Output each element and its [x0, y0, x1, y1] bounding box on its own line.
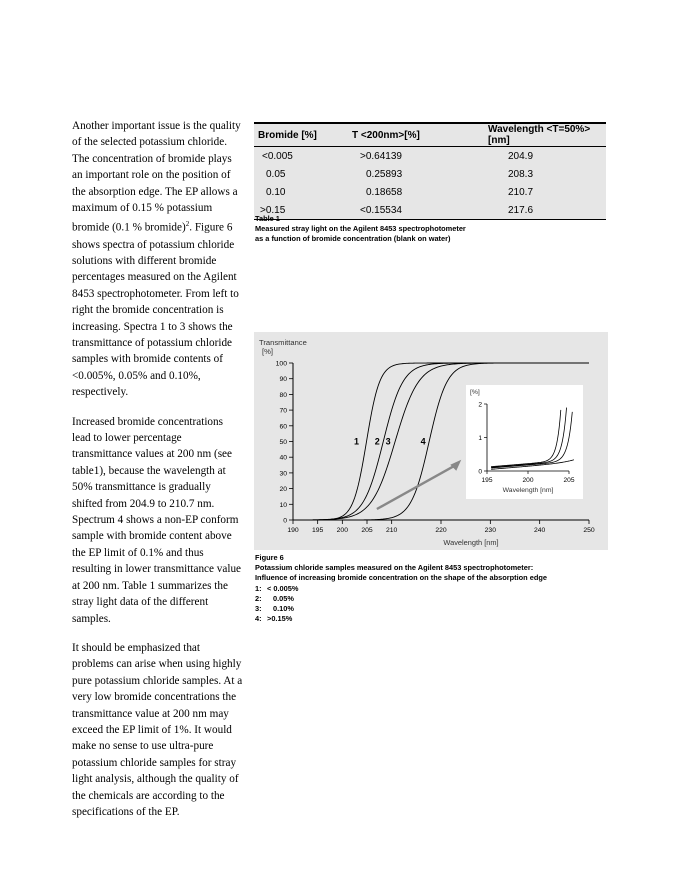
- inset-y-tick-label: 0: [478, 468, 482, 476]
- y-tick-label: 0: [283, 517, 287, 525]
- legend-item-4: 4: >0.15%: [255, 614, 293, 624]
- table-row: <0.005 >0.64139 204.9: [262, 150, 534, 162]
- y-tick-label: 20: [279, 486, 287, 494]
- inset-x-tick-label: 195: [481, 477, 493, 484]
- curve-label-1: 1: [353, 436, 360, 447]
- inset-x-tick-label: 205: [563, 477, 575, 484]
- body-text-column: [72, 118, 244, 833]
- table-row: >0.15 <0.15534 217.6: [260, 204, 534, 216]
- y-tick-label: 100: [275, 360, 287, 368]
- curve-label-3: 3: [385, 436, 391, 447]
- increase-arrow-shaft: [377, 465, 456, 509]
- y-tick-label: 90: [279, 376, 287, 384]
- table-row: 0.10 0.18658 210.7: [266, 186, 534, 198]
- table-1: [254, 122, 606, 220]
- y-tick-label: 50: [279, 439, 287, 446]
- inset-y-tick-label: 2: [478, 401, 482, 409]
- inset-y-tick-label: 1: [478, 435, 482, 442]
- y-tick-label: 60: [279, 423, 287, 431]
- curve-label-2: 2: [374, 436, 380, 447]
- inset-y-label: [%]: [470, 389, 480, 396]
- legend-item-2: 2: 0.05%: [255, 593, 294, 603]
- paragraph-3: It should be emphasized that problems can arise when using highly pure potassium chloride samples. At a very low bromide concentrations the transmittance value at 200 nm may exceed the EP limit of 1%. It would make no sense to use ultra-pure potassium chloride samples for stray light analysis, although the quality of the chemicals are according to the specifications of the EP.: [72, 641, 243, 818]
- col-header-transmittance: T <200nm>[%]: [350, 124, 472, 147]
- legend-item-3: 3: 0.10%: [255, 604, 294, 614]
- chart-svg: [254, 332, 608, 550]
- inset-x-tick-label: 200: [522, 477, 534, 484]
- x-tick-label: 230: [484, 527, 497, 534]
- curve-label-4: 4: [420, 436, 426, 447]
- x-tick-label: 205: [361, 527, 373, 534]
- inset-x-axis-label: Wavelength [nm]: [502, 487, 554, 494]
- figure-6-chart: [254, 332, 608, 550]
- x-tick-label: 200: [336, 527, 349, 534]
- increase-arrow-head: [450, 460, 461, 471]
- table-header-row: [254, 124, 606, 147]
- y-tick-label: 10: [279, 501, 287, 509]
- x-tick-label: 195: [311, 527, 324, 534]
- legend-item-1: 1: < 0.005%: [255, 583, 299, 593]
- x-tick-label: 240: [533, 527, 546, 534]
- table-row: 0.05 0.25893 208.3: [266, 168, 534, 180]
- col-header-wavelength: Wavelength <T=50%> [nm]: [472, 124, 606, 147]
- x-tick-label: 210: [385, 527, 398, 534]
- table-1-caption: Table 1 Measured stray light on the Agilent 8453 spectrophotometer as a function of bromide concentration (blank on water): [255, 214, 466, 244]
- paragraph-2: Increased bromide concentrations lead to lower percentage transmittance values at 200 nm (see table1), because the wavelength at 50% transmittance is gradually shifted from 204.9 to 210.7 nm. Spectrum 4 shows a non-EP conform sample with bromide content above the EP limit of 0.1% and thus resulting in lower transmittance value at 200 nm. Table 1 summarizes the stray light data of the different samples.: [72, 415, 242, 625]
- paragraph-1: Another important issue is the quality of the selected potassium chloride. The concentration of bromide plays an important role on the position of the absorption edge. The EP allows a maximum of 0.15 % potassium bromide (0.1 % bromide)$^2$. Figure 6 shows spectra of potassium chloride solutions with different bromide percentages measured on the Agilent 8453 spectrophotometer. From left to right the bromide concentration is increasing. Spectra 1 to 3 shows the transmittance of potassium chloride samples with bromide contents of <0.005%, 0.05% and 0.10%, respectively.: [72, 120, 241, 399]
- col-header-bromide: Bromide [%]: [254, 124, 350, 147]
- y-axis-unit: [%]: [262, 347, 273, 356]
- y-tick-label: 80: [279, 391, 287, 399]
- x-tick-label: 250: [583, 527, 595, 534]
- y-tick-label: 30: [279, 470, 287, 478]
- y-axis-label: Transmittance: [259, 338, 307, 347]
- y-tick-label: 40: [279, 454, 287, 462]
- x-tick-label: 220: [435, 527, 447, 534]
- x-axis-label: Wavelength [nm]: [443, 538, 499, 547]
- figure-6-caption: Figure 6 Potassium chloride samples measured on the Agilent 8453 spectrophotometer: Influence of increasing bromide concentration on the shape of the absorption edge 1: < 0.005% 2: 0.05% 3: 0.10% 4: >0.15%: [255, 553, 547, 624]
- y-tick-label: 70: [279, 407, 287, 415]
- x-tick-label: 190: [287, 527, 299, 534]
